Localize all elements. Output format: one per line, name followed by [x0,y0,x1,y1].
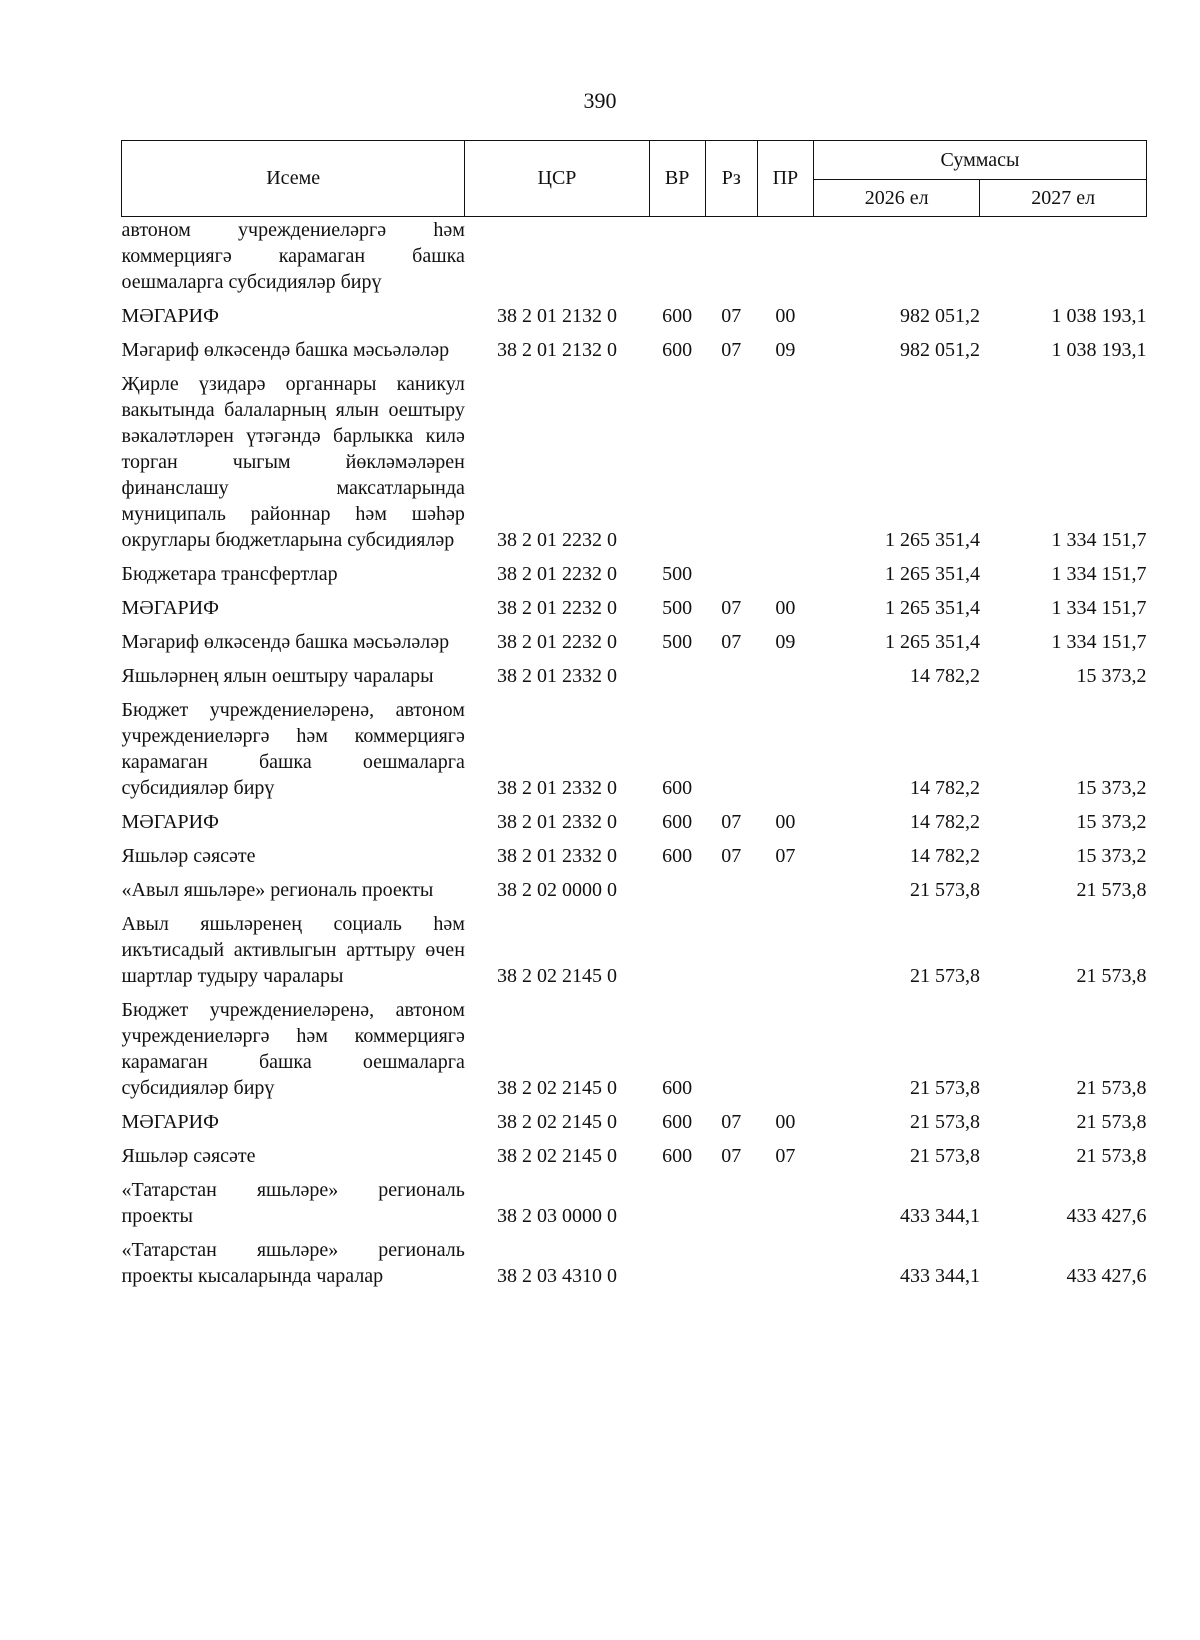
row-rz: 07 [721,1145,742,1167]
row-pr: 09 [775,631,796,653]
row-pr [757,367,813,557]
row-sum-2026: 14 782,2 [909,845,980,867]
row-sum-2026: 1 265 351,4 [884,631,980,653]
table-body [122,217,1147,1294]
table-header [122,141,1147,217]
row-vr: 600 [662,339,693,361]
row-sum-2027: 433 427,6 [1066,1205,1147,1227]
table-row [122,591,1147,625]
row-sum-2027: 1 334 151,7 [1051,563,1147,585]
row-pr [757,1233,813,1293]
row-vr: 500 [662,597,693,619]
row-pr [757,993,813,1105]
row-csr: 38 2 01 2332 0 [496,845,617,867]
row-name: Авыл яшьләренең социаль һәм икътисадый активлыгын арттыру өчен шартлар тудыру чаралары [121,913,465,987]
table-row [122,299,1147,333]
row-rz: 07 [721,339,742,361]
row-name: МӘГАРИФ [121,597,219,619]
header-rz: Рз [705,141,757,217]
table-row [122,557,1147,591]
row-vr: 600 [662,1111,693,1133]
row-csr: 38 2 01 2232 0 [496,563,617,585]
row-sum-2027: 15 373,2 [1076,811,1147,833]
row-sum-2026: 14 782,2 [909,665,980,687]
row-pr: 00 [775,597,796,619]
row-csr: 38 2 03 0000 0 [496,1205,617,1227]
row-csr: 38 2 02 2145 0 [496,1145,617,1167]
row-vr [649,907,705,993]
table-row [122,367,1147,557]
header-csr: ЦСР [465,141,649,217]
row-sum-2027: 21 573,8 [1076,1111,1147,1133]
row-pr [757,659,813,693]
row-sum-2027: 1 334 151,7 [1051,631,1147,653]
row-sum-2026: 1 265 351,4 [884,563,980,585]
row-csr: 38 2 01 2332 0 [496,811,617,833]
row-name: Бюджет учреждениеләренә, автоном учреждениеләргә һәм коммерциягә карамаган башка оешмаларга субсидияләр бирү [121,699,465,799]
row-sum-2026: 21 573,8 [909,1111,980,1133]
row-sum-2027: 15 373,2 [1076,777,1147,799]
row-pr: 07 [775,1145,796,1167]
row-vr [649,1173,705,1233]
row-sum-2026: 14 782,2 [909,811,980,833]
row-csr: 38 2 02 2145 0 [496,1077,617,1099]
row-csr: 38 2 01 2232 0 [496,597,617,619]
row-sum-2026: 433 344,1 [899,1205,980,1227]
row-sum-2027: 15 373,2 [1076,665,1147,687]
row-vr: 500 [662,631,693,653]
row-name: Мәгариф өлкәсендә башка мәсьәләләр [121,631,450,653]
row-csr: 38 2 03 4310 0 [496,1265,617,1287]
row-pr [757,907,813,993]
row-rz [705,873,757,907]
row-rz [705,1173,757,1233]
row-name: МӘГАРИФ [121,811,219,833]
table-row [122,1173,1147,1233]
header-vr: ВР [649,141,705,217]
row-sum-2027: 21 573,8 [1076,1145,1147,1167]
row-pr [757,1173,813,1233]
table-row [122,625,1147,659]
row-vr [649,1233,705,1293]
header-sums: Суммасы [813,141,1146,180]
row-vr: 500 [662,563,693,585]
row-name: Яшьләрнең ялын оештыру чаралары [121,665,434,687]
table-row [122,1233,1147,1293]
row-sum-2027: 1 038 193,1 [1051,339,1147,361]
row-name: Яшьләр сәясәте [121,1145,256,1167]
row-sum-2027: 15 373,2 [1076,845,1147,867]
row-vr [649,217,705,300]
row-csr: 38 2 01 2332 0 [496,777,617,799]
row-sum-2026: 982 051,2 [899,305,980,327]
row-vr: 600 [662,1077,693,1099]
row-pr: 00 [775,811,796,833]
table-row [122,333,1147,367]
row-csr: 38 2 02 2145 0 [496,965,617,987]
row-sum-2026: 433 344,1 [899,1265,980,1287]
row-vr: 600 [662,1145,693,1167]
row-rz [705,693,757,805]
row-pr [757,217,813,300]
row-pr [757,873,813,907]
row-rz: 07 [721,597,742,619]
row-name: автоном учреждениеләргә һәм коммерциягә карамаган башка оешмаларга субсидияләр бирү [121,219,465,293]
row-csr: 38 2 01 2132 0 [496,339,617,361]
table-row [122,659,1147,693]
row-sum-2026: 21 573,8 [909,965,980,987]
row-vr [649,659,705,693]
row-pr: 09 [775,339,796,361]
row-rz [705,993,757,1105]
table-row [122,805,1147,839]
row-sum-2027: 1 038 193,1 [1051,305,1147,327]
row-pr: 00 [775,1111,796,1133]
row-csr [465,217,649,300]
row-rz: 07 [721,305,742,327]
row-rz [705,557,757,591]
table-row [122,907,1147,993]
row-name: Яшьләр сәясәте [121,845,256,867]
row-rz [705,907,757,993]
row-pr [757,693,813,805]
row-vr: 600 [662,777,693,799]
row-name: «Авыл яшьләре» региональ проекты [121,879,434,901]
row-sum-2027: 1 334 151,7 [1051,529,1147,551]
header-name: Исеме [122,141,465,217]
row-csr: 38 2 02 0000 0 [496,879,617,901]
row-sum-2027 [980,217,1147,300]
row-name: Бюджет учреждениеләренә, автоном учреждениеләргә һәм коммерциягә карамаган башка оешмаларга субсидияләр бирү [121,999,465,1099]
row-sum-2026: 1 265 351,4 [884,597,980,619]
table-row [122,693,1147,805]
row-rz [705,367,757,557]
row-name: МӘГАРИФ [121,1111,219,1133]
row-csr: 38 2 01 2332 0 [496,665,617,687]
row-sum-2026: 14 782,2 [909,777,980,799]
row-sum-2026: 21 573,8 [909,1145,980,1167]
row-vr: 600 [662,305,693,327]
table-row [122,1105,1147,1139]
row-name: Мәгариф өлкәсендә башка мәсьәләләр [121,339,450,361]
row-csr: 38 2 01 2132 0 [496,305,617,327]
row-rz [705,1233,757,1293]
row-name: МӘГАРИФ [121,305,219,327]
row-pr: 07 [775,845,796,867]
header-year-2026: 2026 ел [813,180,979,217]
row-vr [649,367,705,557]
row-sum-2027: 21 573,8 [1076,1077,1147,1099]
row-csr: 38 2 01 2232 0 [496,529,617,551]
header-pr: ПР [757,141,813,217]
row-csr: 38 2 02 2145 0 [496,1111,617,1133]
row-rz [705,217,757,300]
row-vr: 600 [662,845,693,867]
row-sum-2026: 21 573,8 [909,1077,980,1099]
row-rz: 07 [721,631,742,653]
header-year-2027: 2027 ел [980,180,1147,217]
row-sum-2026: 1 265 351,4 [884,529,980,551]
row-sum-2027: 1 334 151,7 [1051,597,1147,619]
row-vr [649,873,705,907]
table-row [122,839,1147,873]
page-number: 390 [583,88,617,113]
row-name: «Татарстан яшьләре» региональ проекты [121,1179,465,1227]
row-pr [757,557,813,591]
row-vr: 600 [662,811,693,833]
row-sum-2026: 21 573,8 [909,879,980,901]
row-name: Җирле үзидарә органнары каникул вакытында балаларның ялын оештыру вәкаләтләрен үтәгәндә барлыкка килә торган чыгым йөкләмәләрен финанслашу максатларында муниципаль районнар һәм шәһәр округлары бюджетларына субсидияләр [121,373,465,551]
row-sum-2027: 21 573,8 [1076,879,1147,901]
row-rz: 07 [721,1111,742,1133]
table-row [122,217,1147,300]
row-sum-2027: 21 573,8 [1076,965,1147,987]
table-row [122,993,1147,1105]
table-row [122,873,1147,907]
row-name: Бюджетара трансфертлар [121,563,338,585]
table-row [122,1139,1147,1173]
row-rz [705,659,757,693]
row-rz: 07 [721,845,742,867]
budget-table [121,140,1147,1293]
row-csr: 38 2 01 2232 0 [496,631,617,653]
row-sum-2026: 982 051,2 [899,339,980,361]
row-pr: 00 [775,305,796,327]
row-rz: 07 [721,811,742,833]
row-sum-2026 [813,217,979,300]
row-name: «Татарстан яшьләре» региональ проекты кысаларында чаралар [121,1239,465,1287]
row-sum-2027: 433 427,6 [1066,1265,1147,1287]
